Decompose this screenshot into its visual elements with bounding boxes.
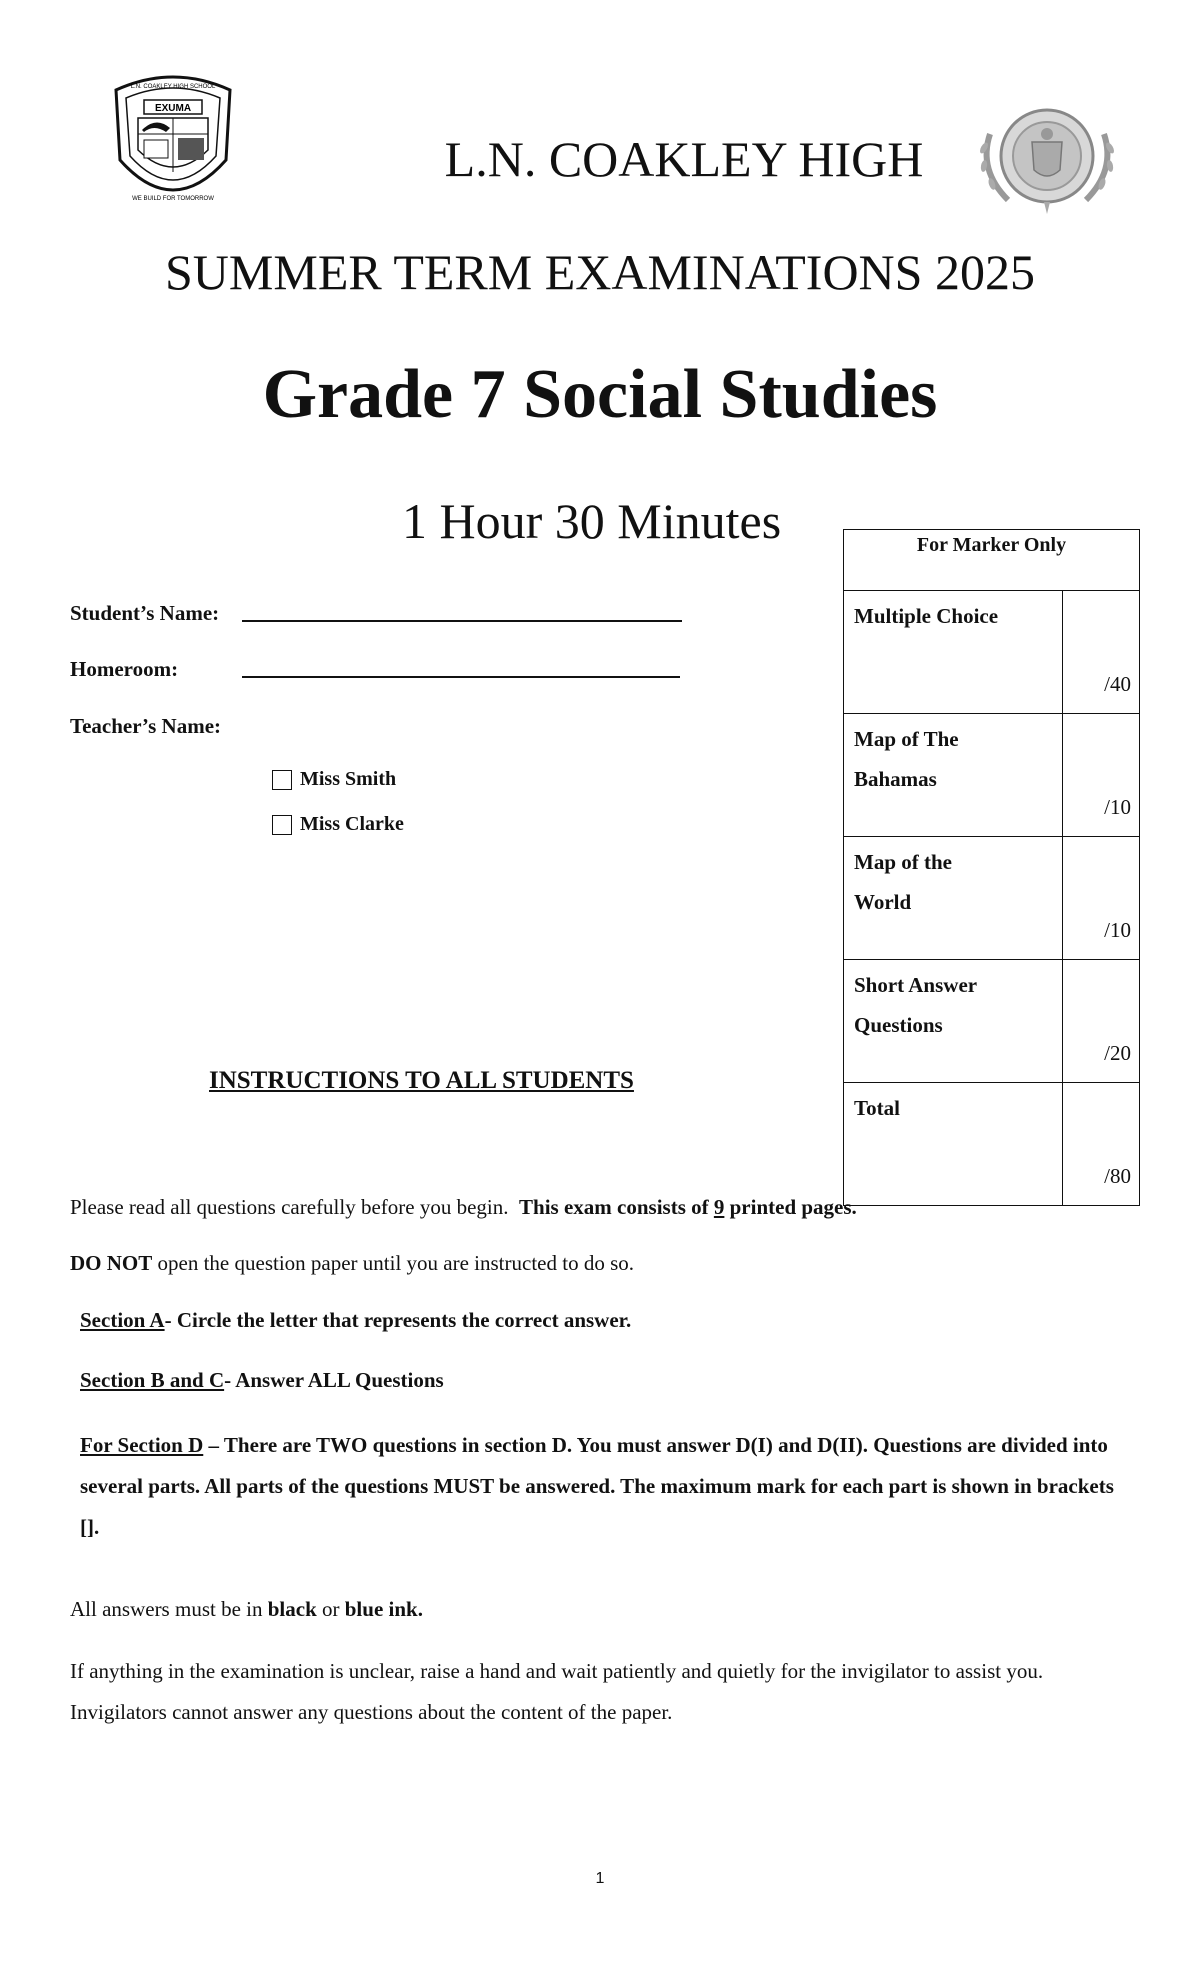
ink-color-blue: blue ink. [344,1597,423,1621]
instruction-unclear: If anything in the examination is unclear, raise a hand and wait patiently and quietly for the invigilator to assist you. Invigilators cannot answer any questions about the content of the paper. [70,1659,1044,1724]
section-label: For Section D [80,1433,204,1457]
teacher-option-label: Miss Smith [300,768,397,790]
instruction-text: - Answer ALL Questions [224,1368,444,1392]
teacher-option-label: Miss Clarke [300,813,404,835]
marker-row-score[interactable]: /20 [1063,960,1140,1083]
crest-ring-text-top: L.N. COAKLEY HIGH SCHOOL [130,84,216,90]
crest-ring-text-bottom: WE BUILD FOR TOMORROW [132,196,214,202]
instruction-section-d [80,1425,1135,1548]
ink-color-black: black [267,1597,317,1621]
instruction-text: – There are TWO questions in section D. You must answer D(I) and D(II). Questions are divided into several parts. All parts of the questions MUST be answered. The maximum mark for each part is shown in brackets []. [80,1433,1114,1539]
page-number: 1 [595,1870,605,1887]
marker-score-table [843,529,1140,1206]
homeroom-field[interactable] [242,676,680,678]
marker-row [844,591,1140,714]
instruction-text: - Circle the letter that represents the correct answer. [164,1308,632,1332]
instruction-text: printed pages. [724,1195,857,1219]
marker-row-score[interactable]: /40 [1063,591,1140,714]
page-count: 9 [713,1195,725,1219]
marker-row-score[interactable]: /10 [1063,837,1140,960]
marker-row [844,960,1140,1083]
instruction-text: DO NOT [70,1251,153,1275]
instruction-text: or [316,1597,345,1621]
section-label: Section A [80,1308,165,1332]
instruction-read-carefully [70,1192,1130,1222]
school-name: L.N. COAKLEY HIGH [444,131,924,187]
checkbox-clarke[interactable] [272,815,292,835]
student-name-label: Student’s Name: [70,601,220,625]
homeroom-label: Homeroom: [70,657,179,681]
exam-duration: 1 Hour 30 Minutes [402,493,782,549]
exam-title: SUMMER TERM EXAMINATIONS 2025 [165,244,1035,300]
marker-row-label: Total [844,1083,1063,1206]
marker-row-label: Short Answer Questions [844,960,1063,1083]
marker-row [844,1083,1140,1206]
instruction-text: This exam consists of [519,1195,714,1219]
marker-row [844,714,1140,837]
instruction-text: open the question paper until you are instructed to do so. [152,1251,634,1275]
teacher-option-smith[interactable] [272,768,396,791]
instruction-section-a [80,1305,1140,1335]
instruction-text: Please read all questions carefully before you begin. [70,1195,509,1219]
marker-row-label: Multiple Choice [844,591,1063,714]
marker-row [844,837,1140,960]
instruction-do-not-open [70,1248,1130,1278]
teacher-name-label: Teacher’s Name: [70,714,222,738]
checkbox-smith[interactable] [272,770,292,790]
marker-table-title: For Marker Only [844,530,1140,591]
instructions-heading: INSTRUCTIONS TO ALL STUDENTS [209,1067,634,1094]
teacher-option-clarke[interactable] [272,813,404,836]
section-label: Section B and C [80,1368,225,1392]
marker-row-score[interactable]: /10 [1063,714,1140,837]
crest-banner-text: EXUMA [154,103,192,114]
marker-row-label: Map of the World [844,837,1063,960]
marker-row-label: Map of The Bahamas [844,714,1063,837]
student-name-field[interactable] [242,620,682,622]
instruction-text: All answers must be in [70,1597,268,1621]
marker-row-score[interactable]: /80 [1063,1083,1140,1206]
instruction-ink [70,1594,1130,1624]
subject-title: Grade 7 Social Studies [262,356,938,433]
instruction-section-bc [80,1365,1140,1395]
